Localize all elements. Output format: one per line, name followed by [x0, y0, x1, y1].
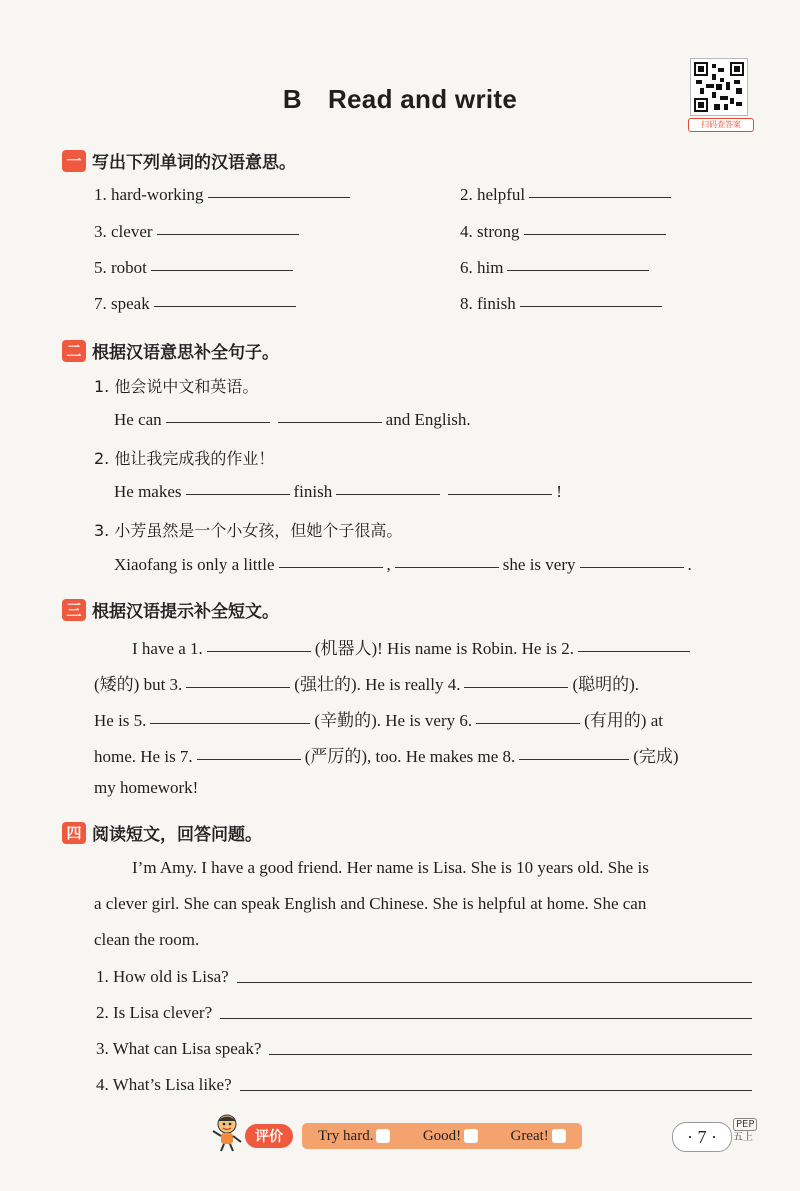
answer-blank[interactable]	[186, 493, 290, 495]
section-4-instruction: 阅读短文，回答问题。	[92, 825, 262, 845]
sentence-3-english: Xiaofang is only a little , she is very .	[114, 555, 692, 574]
vocab-item-8: 8. finish	[460, 294, 666, 314]
try-hard-option[interactable]: Try hard.	[318, 1128, 390, 1145]
edition-label: PEP 五上	[733, 1118, 757, 1144]
section-1-badge: 一	[62, 150, 86, 172]
qr-label: 扫码查答案	[688, 118, 754, 132]
reading-passage-line-3: clean the room.	[94, 930, 200, 949]
vocab-item-7: 7. speak	[94, 294, 300, 314]
answer-line[interactable]	[237, 967, 752, 983]
answer-blank[interactable]	[207, 650, 311, 652]
answer-blank[interactable]	[336, 493, 440, 495]
section-1-heading	[62, 148, 296, 173]
checkbox-good[interactable]	[464, 1129, 478, 1143]
answer-blank[interactable]	[186, 686, 290, 688]
self-evaluation-bar	[302, 1123, 582, 1149]
question-2: 2. Is Lisa clever?	[96, 1003, 752, 1023]
evaluation-label: 评价	[245, 1124, 293, 1148]
vocab-item-6: 6. him	[460, 258, 653, 278]
vocab-item-2: 2. helpful	[460, 185, 675, 205]
answer-blank[interactable]	[524, 233, 666, 235]
title-text: Read and write	[327, 84, 518, 114]
vocab-item-1: 1. hard-working	[94, 185, 354, 205]
page-number: · 7 ·	[672, 1122, 732, 1152]
answer-blank[interactable]	[476, 722, 580, 724]
section-3-badge: 三	[62, 599, 86, 621]
section-4-badge: 四	[62, 822, 86, 844]
answer-blank[interactable]	[448, 493, 552, 495]
section-2-badge: 二	[62, 340, 86, 362]
checkbox-great[interactable]	[552, 1129, 566, 1143]
answer-blank[interactable]	[464, 686, 568, 688]
answer-blank[interactable]	[197, 758, 301, 760]
answer-blank[interactable]	[150, 722, 310, 724]
reading-passage-line-1: I’m Amy. I have a good friend. Her name is Lisa. She is 10 years old. She is	[132, 858, 649, 877]
sentence-2-english: He makes finish !	[114, 482, 562, 501]
section-3-instruction: 根据汉语提示补全短文。	[92, 602, 279, 622]
cloze-line-5: my homework!	[94, 778, 199, 797]
cloze-line-3: He is 5. (辛勤的). He is very 6. (有用的) at	[94, 711, 663, 730]
answer-blank[interactable]	[507, 269, 649, 271]
sentence-2-chinese: 2. 他让我完成我的作业！	[94, 449, 275, 468]
question-3: 3. What can Lisa speak?	[96, 1039, 752, 1059]
cloze-line-2: (矮的) but 3. (强壮的). He is really 4. (聪明的).	[94, 675, 640, 694]
reading-passage-line-2: a clever girl. She can speak English and Chinese. She is helpful at home. She can	[94, 894, 647, 913]
answer-blank[interactable]	[520, 305, 662, 307]
great-option[interactable]: Great!	[510, 1128, 565, 1145]
vocab-item-5: 5. robot	[94, 258, 297, 278]
section-4-heading	[62, 820, 262, 845]
answer-blank[interactable]	[157, 233, 299, 235]
answer-blank[interactable]	[578, 650, 690, 652]
section-2-instruction: 根据汉语意思补全句子。	[92, 343, 279, 363]
vocab-item-4: 4. strong	[460, 222, 670, 242]
answer-blank[interactable]	[208, 196, 350, 198]
answer-blank[interactable]	[154, 305, 296, 307]
answer-line[interactable]	[269, 1039, 752, 1055]
answer-blank[interactable]	[151, 269, 293, 271]
answer-line[interactable]	[220, 1003, 752, 1019]
answer-blank[interactable]	[519, 758, 629, 760]
section-2-heading	[62, 338, 279, 363]
sentence-3-chinese: 3. 小芳虽然是一个小女孩，但她个子很高。	[94, 521, 403, 540]
answer-blank[interactable]	[395, 566, 499, 568]
section-1-instruction: 写出下列单词的汉语意思。	[92, 153, 296, 173]
section-3-heading	[62, 597, 279, 622]
question-4: 4. What’s Lisa like?	[96, 1075, 752, 1095]
vocab-item-3: 3. clever	[94, 222, 303, 242]
mascot-icon	[210, 1112, 244, 1152]
checkbox-try-hard[interactable]	[376, 1129, 390, 1143]
question-1: 1. How old is Lisa?	[96, 967, 752, 987]
answer-line[interactable]	[240, 1075, 752, 1091]
cloze-line-4: home. He is 7. (严厉的), too. He makes me 8. (完成)	[94, 747, 679, 766]
section-letter: B	[282, 84, 302, 114]
cloze-line-1: I have a 1. (机器人)! His name is Robin. He is 2.	[132, 634, 694, 659]
answer-blank[interactable]	[529, 196, 671, 198]
page-title	[0, 84, 800, 115]
qr-code-icon[interactable]	[690, 58, 748, 116]
answer-blank[interactable]	[279, 566, 383, 568]
answer-blank[interactable]	[580, 566, 684, 568]
sentence-1-chinese: 1. 他会说中文和英语。	[94, 377, 259, 396]
sentence-1-english: He can and English.	[114, 410, 471, 429]
answer-blank[interactable]	[278, 421, 382, 423]
answer-blank[interactable]	[166, 421, 270, 423]
good-option[interactable]: Good!	[423, 1128, 478, 1145]
